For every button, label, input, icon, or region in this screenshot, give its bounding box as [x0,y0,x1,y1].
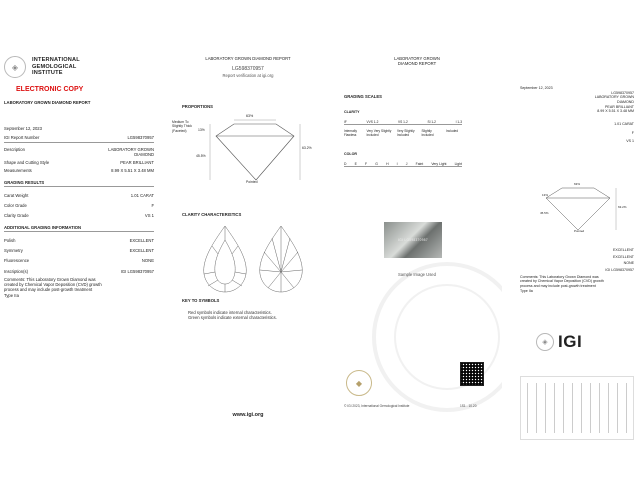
form-code: 1S1 - 10.20 [460,404,477,408]
rotated-summary-stub [520,376,634,440]
report-panel-plots [168,52,328,452]
clarity-row: Clarity Grade VS 1 [4,213,154,219]
electronic-copy-label: ELECTRONIC COPY [16,86,84,93]
grading-scales-heading: GRADING SCALES [344,94,382,99]
carat-row: Carat Weight 1.01 CARAT [4,192,154,198]
clarity-scale [344,120,462,137]
summary-pavilion-pct: 45.5% [540,211,549,215]
summary-table-pct: 63% [574,182,581,186]
description-row: Description LABORATORY GROWN DIAMOND [4,146,154,157]
mid-title: LABORATORY GROWN DIAMOND REPORT [205,56,291,61]
report-panel-main [0,52,168,452]
igi-seal-icon: ◈ [4,56,26,78]
inscriptions-row: Inscription(s) IGI LG598370957 [4,268,154,274]
symmetry-row: Symmetry EXCELLENT [4,248,154,253]
diamond-profile [216,124,294,180]
summary-depth-pct: 63.2% [618,205,627,209]
igi-header-logo [4,56,80,78]
report-panel-scales [332,52,502,452]
summary-crown-pct: 13% [542,193,549,197]
culet-label: Pointed [246,180,258,184]
polish-row: Polish EXCELLENT [4,237,154,243]
copyright: © IGI 2023, International Gemological Institute [344,404,410,408]
report-date: September 12, 2023 [4,126,42,131]
crown-pct: 13% [198,128,205,132]
clarity-desc-si: Slightly Included [421,129,434,138]
proportions-heading: PROPORTIONS [182,104,213,109]
report-panel-summary [502,52,640,452]
comments: Comments: This Laboratory Grown Diamond was created by Chemical Vapor Deposition (CVD) growth process and may include post-growth treatment Type IIa [4,276,102,298]
clarity-characteristics-heading: CLARITY CHARACTERISTICS [182,212,242,217]
pear-crown-view [204,226,247,292]
igi-number-row: IGI Report Number LG598370957 [4,135,154,142]
scales-title: LABORATORY GROWN DIAMOND REPORT [394,56,440,67]
measurements-row: Measurements 8.99 X 5.51 X 3.48 MM [4,168,154,174]
igi-logo-seal-icon: ◈ [536,333,554,351]
clarity-desc-if: Internally Flawless [344,129,357,138]
clarity-desc-vvs: Very Very Slightly Included [366,129,392,138]
clarity-grade-if: IF [344,120,347,124]
additional-heading: ADDITIONAL GRADING INFORMATION [4,225,154,232]
color-row: Color Grade F [4,203,154,208]
clarity-grade-vs: VS 1-2 [398,120,408,124]
clarity-grade-i: I 1-3 [455,120,462,124]
sample-caption: Sample Image Used [398,272,436,277]
shape-row: Shape and Cutting Style PEAR BRILLIANT [4,160,154,165]
summary-details: September 12, 2023 LG598370957 LABORATORY GROWN DIAMOND PEAR BRILLIANT 8.99 X 5.51 X 3.48 MM 1.01 CARAT F VS 1 [520,86,634,144]
key-symbols-text: Red symbols indicate internal characteristics. Green symbols indicate external characteristics. [188,310,277,321]
sample-inscription-image: IGI LG598370957 [384,222,442,258]
report-details [4,126,154,298]
clarity-desc-i: Included [446,129,459,134]
clarity-grade-vvs: VVS 1-2 [366,120,379,124]
hologram-seal-icon: ◆ [346,370,372,396]
clarity-scale-heading: CLARITY [344,110,360,114]
pear-pavilion-view [260,226,303,292]
org-name: INTERNATIONAL GEMOLOGICAL INSTITUTE [32,56,80,77]
report-title: LABORATORY GROWN DIAMOND REPORT [4,100,91,105]
grading-results-heading: GRADING RESULTS [4,180,154,187]
key-symbols-heading: KEY TO SYMBOLS [182,298,220,303]
color-scale: D E F G H I J Faint Very Light Light [344,162,462,166]
watermark-seal-inner [394,284,500,390]
pavilion-pct: 45.5% [196,154,206,158]
igi-logo: ◈ IGI [536,332,582,352]
website-link[interactable]: www.igi.org [232,412,264,418]
color-scale-heading: COLOR [344,152,357,156]
mid-verify: Report verification at igi.org [222,73,274,78]
girdle-label: Medium To Slightly Thick (Faceted) [172,120,192,133]
table-pct: 63% [246,114,254,118]
fluorescence-row: Fluorescence NONE [4,258,154,264]
summary-culet: Pointed [574,229,585,233]
clarity-desc-vs: Very Slightly Included [397,129,415,138]
depth-pct: 63.2% [302,146,312,150]
summary-additional: EXCELLENT EXCELLENT NONE IGI LG598370957 Comments: This Laboratory Grown Diamond was created by Chemical Vapor Deposition (CVD) growth process and may include post-growth treatment Type IIa [520,248,634,293]
clarity-grade-si: SI 1-2 [427,120,436,124]
clarity-plot [198,222,308,294]
qr-code-icon[interactable] [460,362,484,386]
mid-report-number: LG598370957 [232,66,264,72]
